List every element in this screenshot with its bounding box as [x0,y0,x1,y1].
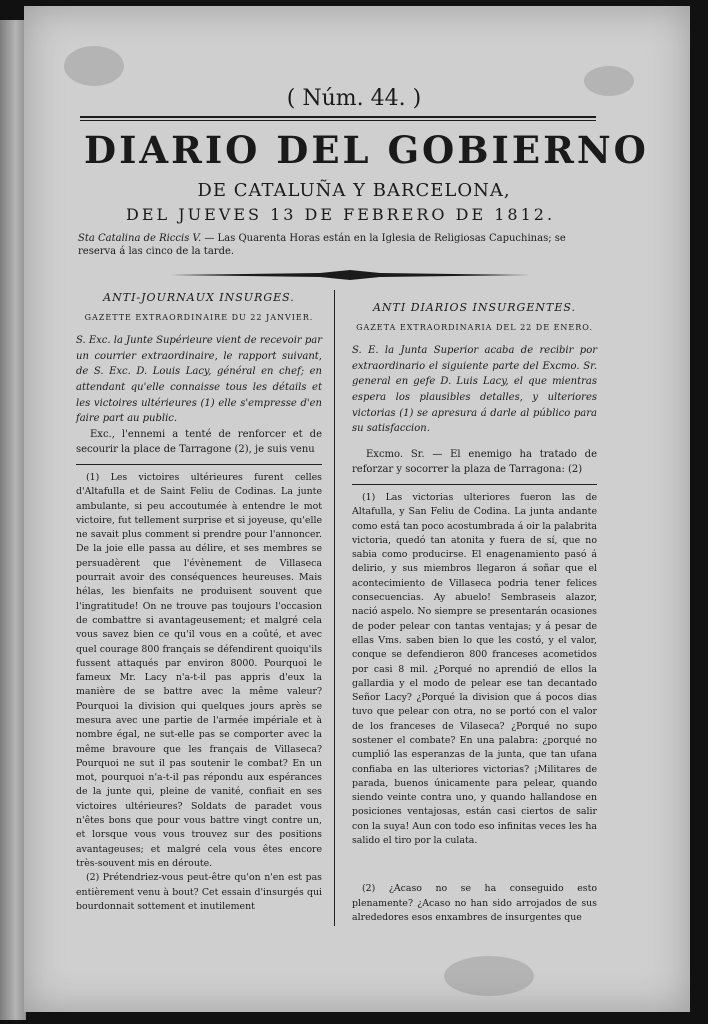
footnote-rule [352,484,597,485]
issue-date: DEL JUEVES 13 DE FEBRERO DE 1812. [126,205,556,224]
spanish-body: Excmo. Sr. — El enemigo ha tratado de reforzar y socorrer la plaza de Tarragona: (2) [352,448,597,476]
spanish-intro: S. E. la Junta Superior acaba de recibir por extraordinario el siguiente parte del Excmo. Sr. general en gefe D. Luis Lacy, el que mientras espera los plausibles detalles, y ulteriores victorias (1) se apresura á darle al público para su satisfaccion. [352,345,597,435]
notice-text: — Las Quarenta Horas están en la Iglesia de Religiosas Capuchinas; se reserva á las cinco de la tarde. [78,233,566,257]
french-body: Exc., l'ennemi a tenté de renforcer et de secourir la place de Tarragone (2), je suis venu [76,428,322,456]
newspaper-title: DIARIO DEL GOBIERNO [84,128,649,172]
french-gazette-line: GAZETTE EXTRAORDINAIRE DU 22 JANVIER. [84,312,314,322]
spanish-note-1: (1) Las victorias ulteriores fueron las de Altafulla, y San Feliu de Codina. La junta andante como está tan poco acostumbrada á oir la palabrita victoria, quedó tan atonita y fuera de sí, que no sabia como producirse. El enagenamiento pasó á delirio, y sus miembros llegaron á soñar que el acontecimiento de Villaseca podria tener felices consecuencias. Ay abuelo! Sembraseis alazor, nació aspelo. No siempre se presentarán ocasiones de poder pelear con tantas ventajas; y á pesar de ellas Vms. saben bien lo que les costó, y el valor, conque se defendieron 800 franceses acometidos por casi 8 mil. ¿Porqué no aprendió de ellos la gallardia y el modo de pelear ese tan decantado Señor Lacy? ¿Porqué la division que á pocos dias tuvo que pelear con otra, no se portó con el valor de los franceses de Vilaseca? ¿Porqué no supo sostener el combate? En una palabra: ¿porqué no cumplió las esperanzas de la junta, que tan ufana confiaba en las ulteriores victorias? ¡Militares de parada, buenos únicamente para pelear, quando siendo veinte contra uno, y quando hallandose en posiciones ventajosas, están casi ciertos de salir con la suya! Aun con todo eso infinitas veces les ha salido el tiro por la culata. [352,491,597,847]
stain [64,46,124,86]
spanish-note-2: (2) ¿Acaso no se ha conseguido esto plenamente? ¿Acaso no han sido arrojados de sus alrededores esos enxambres de insurgentes que [352,883,597,923]
footnote-rule [76,464,322,465]
book-gutter [0,20,26,1020]
french-note-1: (1) Les victoires ultérieures furent celles d'Altafulla et de Saint Feliu de Codinas. La junte ambulante, si peu accoutumée à entendre le mot victoire, fut tellement surprise et si joyeuse, qu'elle ne savait plus comment si prendre pour l'annoncer. De la joie elle passa au délire, et ses membres se persuadèrent que l'évènement de Villaseca pourrait avoir des conséquences heureuses. Mais hélas, les bienfaits ne produisent souvent que l'ingratitude! On ne trouve pas toujours l'occasion de combattre si avantageusement; et malgré cela vous savez bien ce qu'il vous en a coûté, et avec quel courage 800 français se défendirent quoiqu'ils fussent attaqués par environ 8000. Pourquoi le fameux Mr. Lacy n'a-t-il pas appris d'eux la manière de se battre avec la même valeur? Pourquoi la division qui quelques jours après se mesura avec une partie de l'armée impériale et à nombre égal, ne sut-elle pas se comporter avec la même bravoure que les français de Villaseca? Pourquoi ne sut il pas soutenir le combat? En un mot, pourquoi n'a-t-il pas répondu aux espérances de la junte qui, pleine de vanité, confiait en ses victoires ultérieures? Soldats de paradet vous n'êtes bons que pour vous battre vingt contre un, et lorsque vous vous trouvez sur des positions avantageuses; et malgré cela vous êtes encore très-souvent mis en déroute. [76,471,322,869]
issue-number: ( Núm. 44. ) [286,86,422,111]
french-column [76,290,322,914]
notice-saint: Sta Catalina de Riccis V. [78,233,202,244]
header-rule-top [80,116,596,118]
stain [444,956,534,996]
spanish-column [352,300,597,925]
spanish-gazette-line: GAZETA EXTRAORDINARIA DEL 22 DE ENERO. [356,322,593,332]
religious-notice [78,232,598,258]
french-intro: S. Exc. la Junte Supérieure vient de recevoir par un courrier extraordinaire, le rapport suivant, de S. Exc. D. Louis Lacy, général en chef; en attendant qu'elle connaisse tous les détails et les victoires ultérieures (1) elle s'empresse d'en faire part au public. [76,335,323,425]
french-note-2: (2) Prétendriez-vous peut-être qu'on n'en est pas entièrement venu à bout? Cet essain d'insurgés qui bourdonnait sottement et inutilement [76,872,322,912]
newspaper-subtitle: DE CATALUÑA Y BARCELONA, [197,180,511,201]
spanish-heading: ANTI DIARIOS INSURGENTES. [372,301,577,314]
ornament-divider [170,268,530,282]
column-divider [334,290,335,926]
french-heading: ANTI-JOURNAUX INSURGES. [103,291,295,304]
header-rule-top-thin [80,120,596,121]
